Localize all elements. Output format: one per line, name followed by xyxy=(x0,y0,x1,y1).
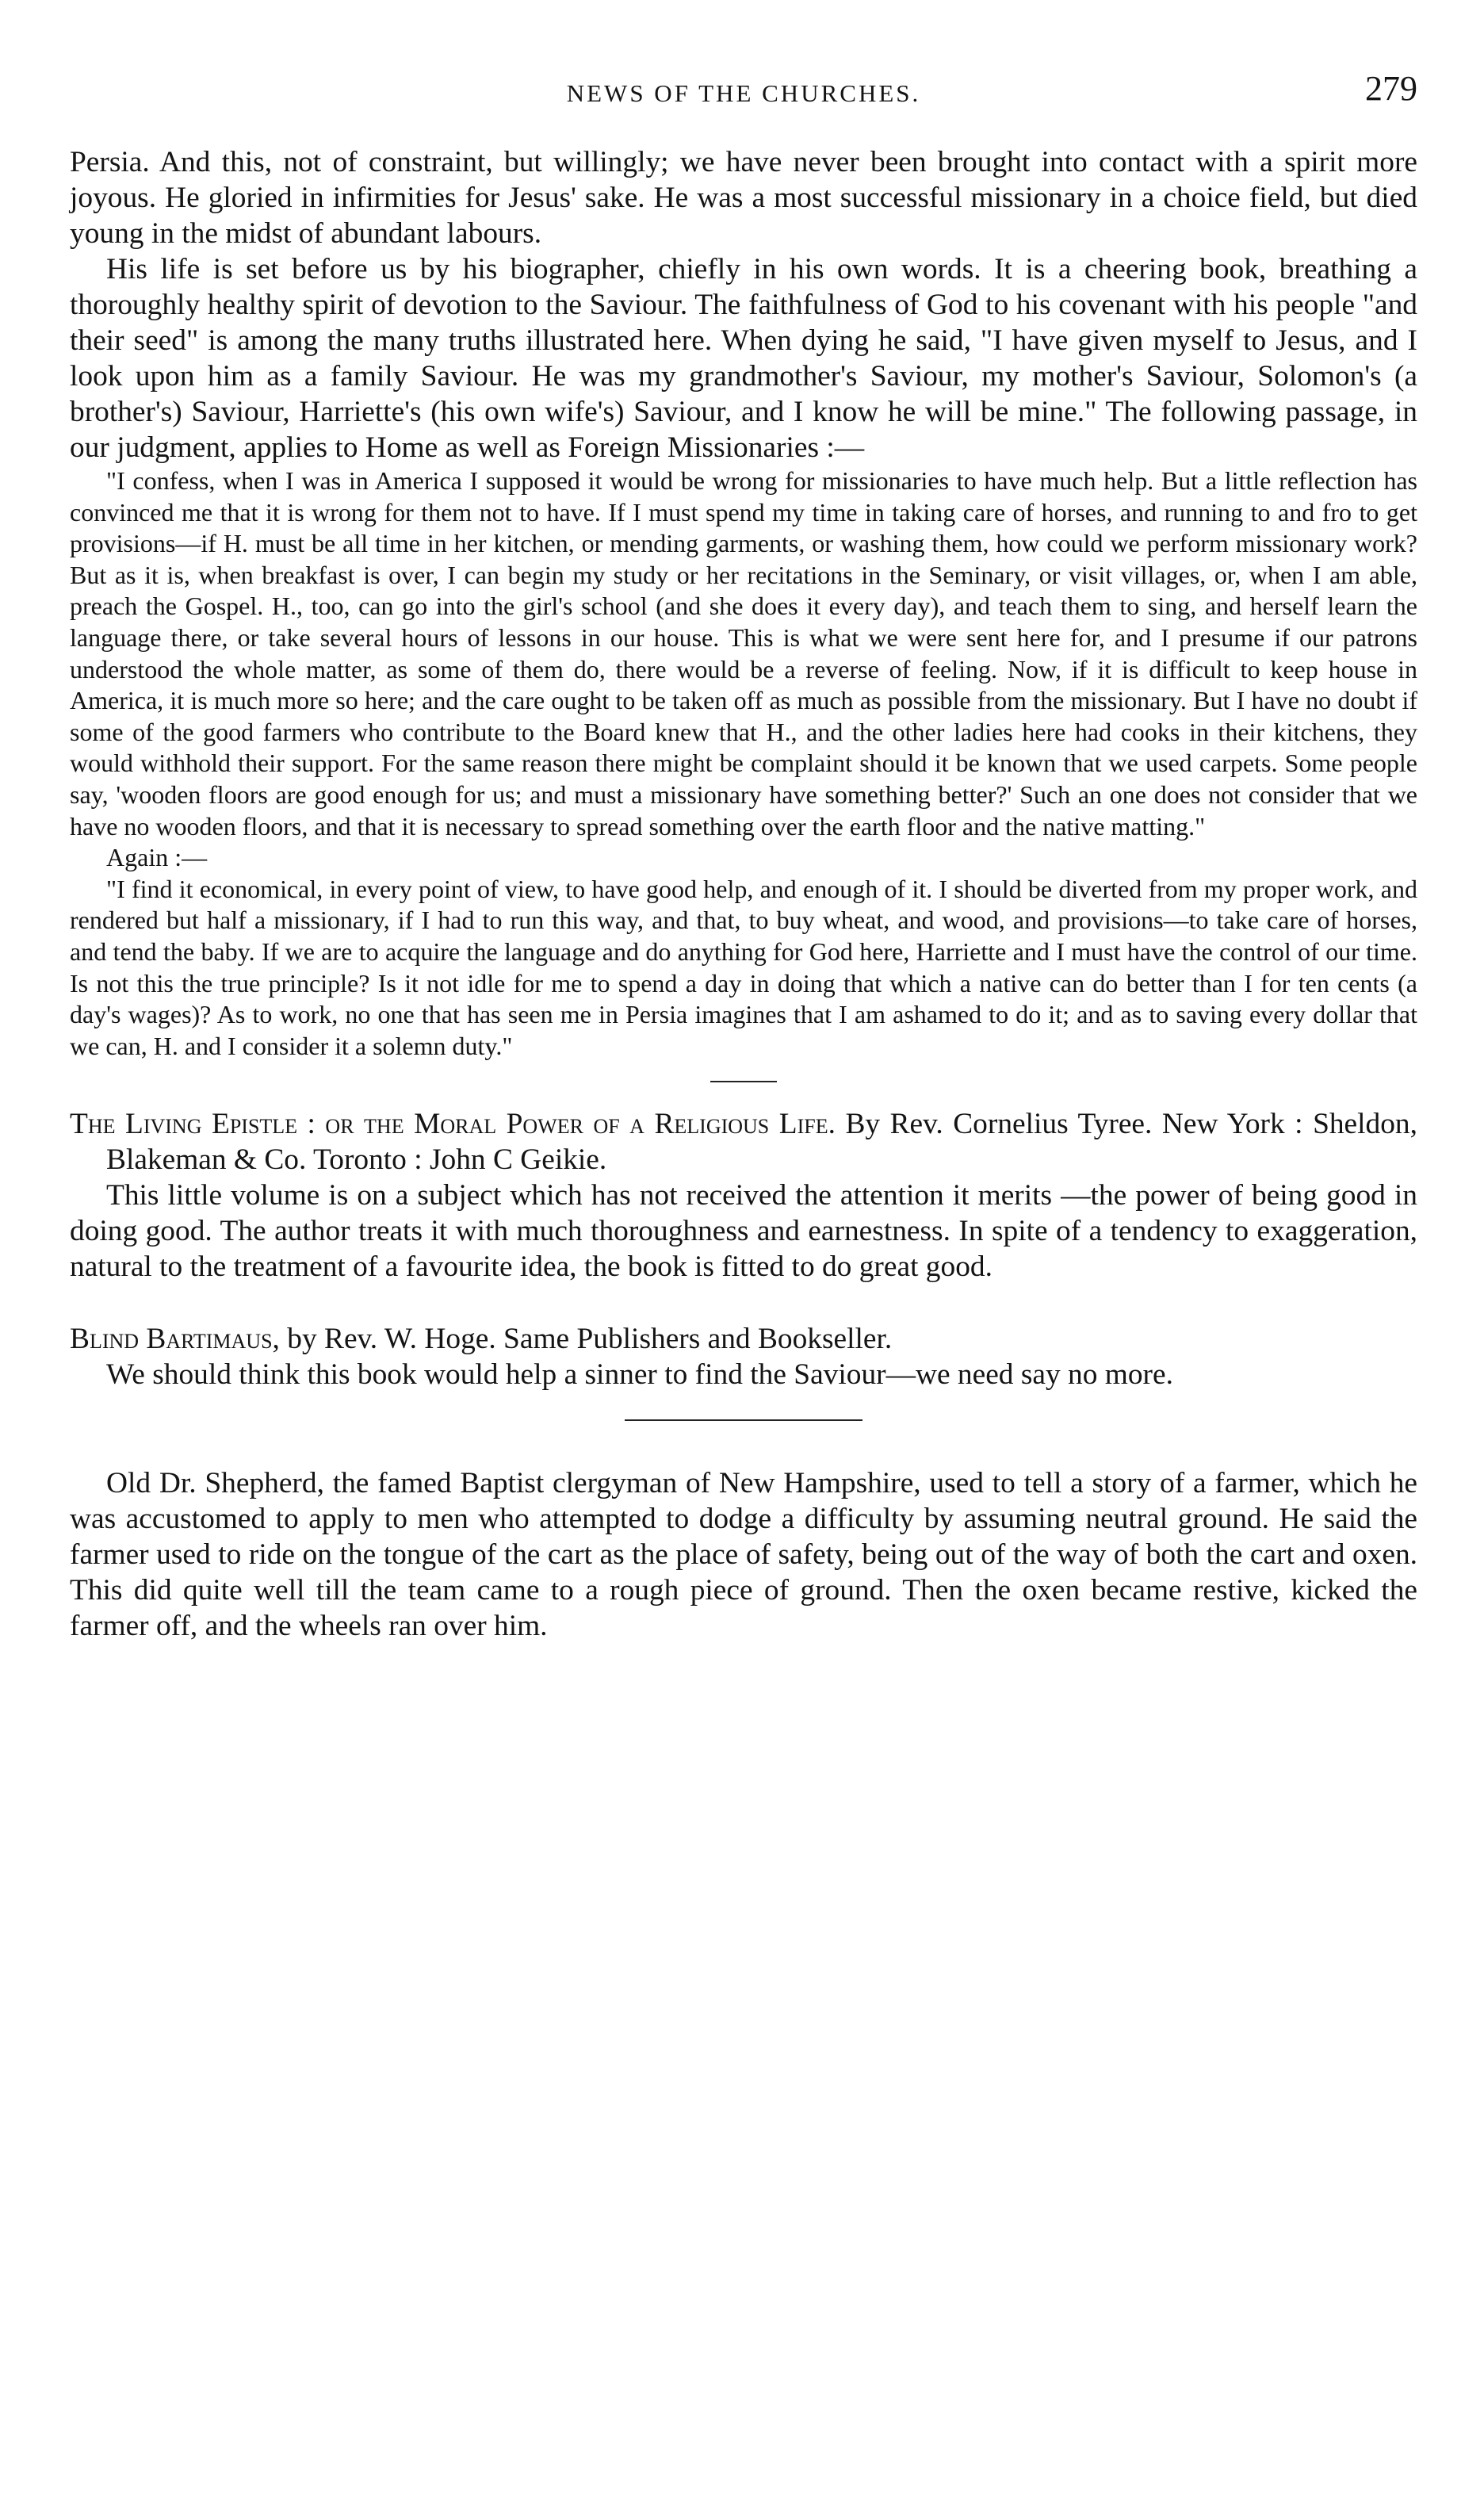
page-number: 279 xyxy=(1365,69,1417,108)
paragraph-biography: His life is set before us by his biographer, chiefly in his own words. It is a cheering book, breathing a thoroughly healthy spirit of devotion to the Saviour. The faithfulness of God to his covenant with his people "and their seed" is among the many truths illustrated here. When dying he said, "I have given myself to Jesus, and I look upon him as a family Saviour. He was my grandmother's Saviour, my mother's Saviour, Solomon's (a brother's) Saviour, Harriette's (his own wife's) Saviour, and I know he will be mine." The following passage, in our judgment, applies to Home as well as Foreign Missionaries :— xyxy=(70,253,1417,464)
book-title: Blind Bartimaus, xyxy=(70,1323,280,1356)
review-body-living-epistle: This little volume is on a subject which has not received the attention it merits —the power of being good in doing good. The author treats it with much thoroughness and earnestness. In spite of a tendency to exaggeration, natural to the treatment of a favourite idea, the book is fitted to do great good. xyxy=(70,1179,1417,1284)
review-heading-living-epistle xyxy=(70,1106,1417,1178)
review-body-blind-bartimaus: We should think this book would help a sinner to find the Saviour—we need say no more. xyxy=(106,1358,1173,1392)
book-byline: by Rev. W. Hoge. Same Publishers and Bookseller. xyxy=(287,1323,893,1356)
quote-economical: "I find it economical, in every point of view, to have good help, and enough of it. I should be diverted from my proper work, and rendered but half a missionary, if I had to run this way, and that, to buy wheat, and wood, and provisions—to take care of horses, and tend the baby. If we are to acquire the language and do anything for God here, Harriette and I must have the control of our time. Is not this the true principle? Is it not idle for me to spend a day in doing that which a native can do better than I for ten cents (a day's wages)? As to work, no one that has seen me in Persia imagines that I am ashamed to do it; and as to saving every dollar that we can, H. and I consider it a solemn duty." xyxy=(70,874,1417,1060)
page xyxy=(70,68,1417,1644)
section-divider xyxy=(710,1081,777,1082)
paragraph-persia: Persia. And this, not of constraint, but willingly; we have never been brought into contact with a spirit more joyous. He gloried in infirmities for Jesus' sake. He was a most successful missionary in a choice field, but died young in the midst of abundant labours. xyxy=(70,146,1417,250)
book-byline: By Rev. Cornelius Tyree. New York : Sheldon, Blakeman & Co. Toronto : John C Geikie. xyxy=(106,1108,1417,1177)
section-divider xyxy=(625,1419,862,1421)
page-header xyxy=(70,68,1417,116)
review-heading-blind-bartimaus xyxy=(70,1321,1417,1357)
book-title: The Living Epistle : or the Moral Power of a Religious Life. xyxy=(70,1108,836,1141)
quote-missionary-help: "I confess, when I was in America I supposed it would be wrong for missionaries to have much help. But a little reflection has convinced me that it is wrong for them not to have. If I must spend my time in taking care of horses, and running to and fro to get provisions—if H. must be all time in her kitchen, or mending garments, or washing them, how could we perform missionary work? But as it is, when breakfast is over, I can begin my study or her recitations in the Seminary, or visit villages, or, when I am able, preach the Gospel. H., too, can go into the girl's school (and she does it every day), and teach them to sing, and herself learn the language there, or take several hours of lessons in our house. This is what we were sent here for, and I presume if our patrons understood the whole matter, as some of them do, there would be a reverse of feeling. Now, if it is difficult to keep house in America, it is much more so here; and the care ought to be taken off as much as possible from the missionary. But I have no doubt if some of the good farmers who contribute to the Board knew that H., and the other ladies here had cooks in their kitchens, they would withhold their support. For the same reason there might be complaint should it be known that we used carpets. Some people say, 'wooden floors are good enough for us; and must a missionary have something better?' Such an one does not consider that we have no wooden floors, and that it is necessary to spread something over the earth floor and the native matting." xyxy=(70,466,1417,841)
running-head: NEWS OF THE CHURCHES. xyxy=(566,79,921,107)
body-text xyxy=(70,144,1417,1644)
again-label: Again :— xyxy=(106,843,208,872)
paragraph-dr-shepherd: Old Dr. Shepherd, the famed Baptist clergyman of New Hampshire, used to tell a story of a farmer, which he was accustomed to apply to men who attempted to dodge a difficulty by assuming neutral ground. He said the farmer used to ride on the tongue of the cart as the place of safety, being out of the way of both the cart and oxen. This did quite well till the team came to a rough piece of ground. Then the oxen became restive, kicked the farmer off, and the wheels ran over him. xyxy=(70,1467,1417,1643)
